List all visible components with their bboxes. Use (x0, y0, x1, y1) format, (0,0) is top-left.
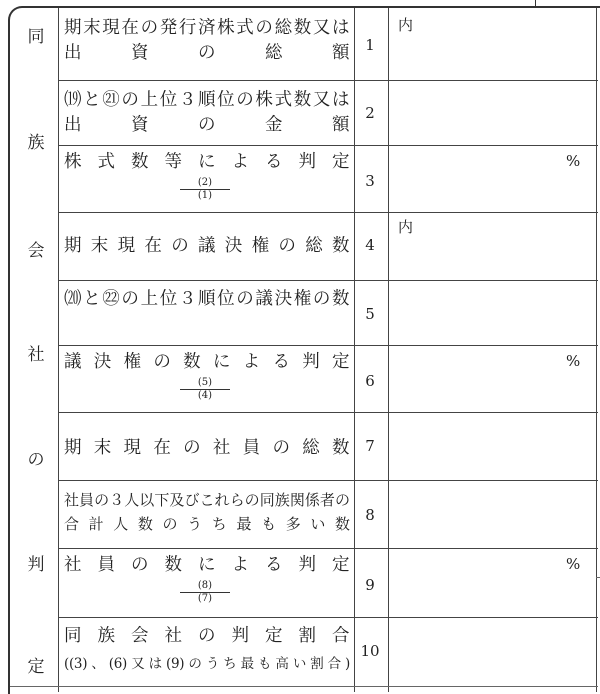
row-line (58, 617, 598, 618)
row-8-number: 8 (365, 506, 375, 524)
row-3-number: 3 (365, 172, 375, 190)
row-9-unit: % (566, 555, 581, 573)
row-line (58, 80, 598, 81)
divider-desc (354, 8, 355, 692)
divider-side (58, 8, 59, 692)
side-char: 社 (27, 345, 45, 365)
row-5-number: 5 (365, 305, 375, 323)
row-3-fraction-denominator: (1) (197, 190, 213, 201)
bottom-line (10, 686, 598, 687)
row-6-unit: % (566, 352, 581, 370)
row-9-number: 9 (365, 576, 375, 594)
row-10-label: 同族会社の判定割合 (64, 626, 350, 646)
row-3-fraction (180, 177, 230, 201)
row-line (58, 345, 598, 346)
row-8-label: 社員の３人以下及びこれらの同族関係者の合計人数のうち最も多い数 (64, 491, 350, 533)
row-6-label: 議決権の数による判定 (64, 352, 350, 372)
row-line (58, 480, 598, 481)
row-6-number: 6 (365, 372, 375, 390)
row-7-number: 7 (365, 437, 375, 455)
row-line (58, 412, 598, 413)
row-1-number: 1 (365, 36, 375, 54)
side-char: の (27, 450, 45, 470)
row-line (58, 280, 598, 281)
row-10-sublabel: ((3)、(6)又は(9)のうち最も高い割合) (64, 656, 350, 672)
divider-num (388, 8, 389, 692)
row-6-fraction-numerator: (5) (180, 377, 230, 390)
row-line (58, 145, 598, 146)
row-7-label: 期末現在の社員の総数 (64, 438, 350, 458)
row-2-number: 2 (365, 104, 375, 122)
row-5-label: ⒇と㉒の上位３順位の議決権の数 (64, 289, 350, 309)
side-char: 定 (27, 657, 45, 677)
row-9-fraction-denominator: (7) (197, 593, 213, 604)
right-tick (596, 577, 600, 578)
row-9-label: 社員の数による判定 (64, 555, 350, 575)
row-2-label: ⒆と㉑の上位３順位の株式数又は出資の金額 (64, 90, 350, 135)
row-1-label: 期末現在の発行済株式の総数又は出資の総額 (64, 18, 350, 63)
side-char: 族 (27, 133, 45, 153)
side-char: 同 (27, 27, 45, 47)
row-3-label: 株式数等による判定 (64, 152, 350, 172)
row-line (58, 548, 598, 549)
row-9-fraction (180, 580, 230, 604)
row-3-fraction-numerator: (2) (180, 177, 230, 190)
divider-right (596, 8, 597, 692)
row-6-fraction-denominator: (4) (197, 390, 213, 401)
side-char: 判 (27, 555, 45, 575)
row-9-fraction-numerator: (8) (180, 580, 230, 593)
row-3-unit: % (566, 152, 581, 170)
row-6-fraction (180, 377, 230, 401)
row-1-unit: 内 (398, 16, 414, 34)
side-char: 会 (27, 241, 45, 261)
row-4-label: 期末現在の議決権の総数 (64, 236, 350, 256)
row-10-number: 10 (360, 642, 380, 660)
row-4-unit: 内 (398, 218, 414, 236)
row-line (58, 212, 598, 213)
row-4-number: 4 (365, 236, 375, 254)
